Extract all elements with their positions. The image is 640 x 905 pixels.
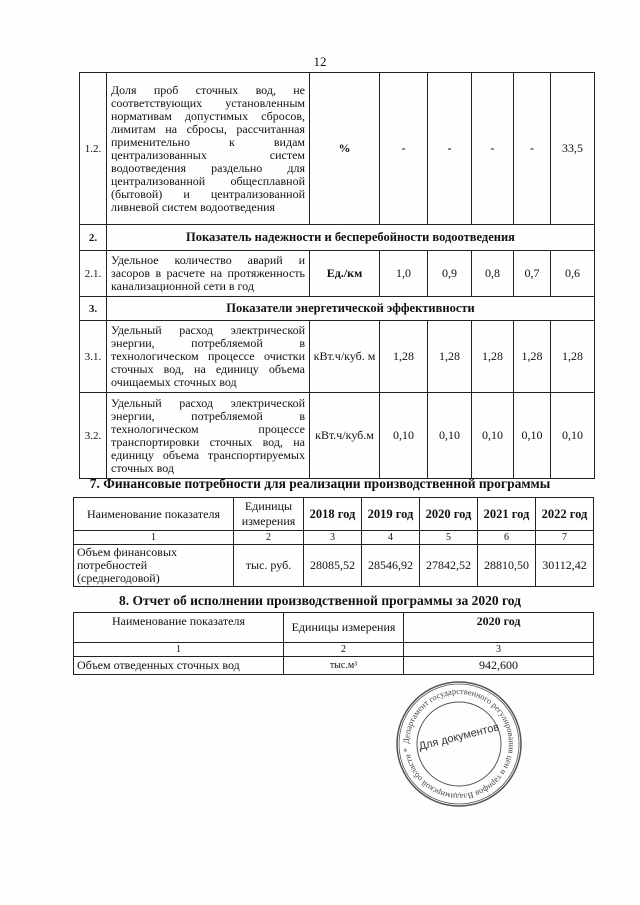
row-number: 3.1. bbox=[80, 321, 107, 393]
column-number: 6 bbox=[478, 531, 536, 545]
stamp-ring-text: Департамент государственного регулирования цен и тарифов Владимирской области * bbox=[401, 686, 517, 802]
value-cell: 0,7 bbox=[514, 251, 551, 297]
row-number: 2. bbox=[80, 225, 107, 251]
unit-cell: кВт.ч/куб. м bbox=[310, 321, 380, 393]
table-row bbox=[80, 251, 595, 297]
column-number: 5 bbox=[420, 531, 478, 545]
unit-cell: тыс.м³ bbox=[284, 657, 404, 675]
column-header: 2020 год bbox=[420, 498, 478, 531]
table-row bbox=[74, 657, 594, 675]
value-cell: 0,9 bbox=[428, 251, 472, 297]
value-cell: 27842,52 bbox=[420, 545, 478, 587]
value-cell: 0,10 bbox=[514, 393, 551, 479]
value-cell: 0,10 bbox=[380, 393, 428, 479]
value-cell: - bbox=[472, 73, 514, 225]
indicator-name: Объем финансовых потребностей (среднегодовой) bbox=[74, 545, 234, 587]
page-number: 12 bbox=[313, 54, 327, 69]
section-title: Показатели энергетической эффективности bbox=[107, 297, 595, 321]
value-cell: 1,0 bbox=[380, 251, 428, 297]
column-header: Наименование показателя bbox=[74, 498, 234, 531]
value-cell: 1,28 bbox=[428, 321, 472, 393]
unit-cell: Ед./км bbox=[310, 251, 380, 297]
table-row bbox=[80, 321, 595, 393]
column-number: 3 bbox=[304, 531, 362, 545]
unit-cell: тыс. руб. bbox=[234, 545, 304, 587]
value-cell: 30112,42 bbox=[536, 545, 594, 587]
value-cell: 0,10 bbox=[428, 393, 472, 479]
value-cell: - bbox=[514, 73, 551, 225]
column-number: 1 bbox=[74, 643, 284, 657]
value-cell: - bbox=[428, 73, 472, 225]
value-cell: 942,600 bbox=[404, 657, 594, 675]
section-title: Показатель надежности и бесперебойности водоотведения bbox=[107, 225, 595, 251]
value-cell: 28546,92 bbox=[362, 545, 420, 587]
value-cell: 1,28 bbox=[472, 321, 514, 393]
column-number: 2 bbox=[284, 643, 404, 657]
section-8-title: 8. Отчет об исполнении производственной программы за 2020 год bbox=[119, 593, 521, 608]
table-row bbox=[80, 393, 595, 479]
value-cell: 28810,50 bbox=[478, 545, 536, 587]
column-number: 7 bbox=[536, 531, 594, 545]
column-header: 2021 год bbox=[478, 498, 536, 531]
value-cell: 0,8 bbox=[472, 251, 514, 297]
indicator-name: Удельное количество аварий и засоров в расчете на протяженность канализационной сети в год bbox=[107, 251, 310, 297]
value-cell: 28085,52 bbox=[304, 545, 362, 587]
column-number: 2 bbox=[234, 531, 304, 545]
column-header: 2019 год bbox=[362, 498, 420, 531]
table-row bbox=[74, 545, 594, 587]
column-number: 4 bbox=[362, 531, 420, 545]
row-number: 1.2. bbox=[80, 73, 107, 225]
value-cell: 1,28 bbox=[551, 321, 595, 393]
header-row bbox=[74, 498, 594, 531]
value-cell: 1,28 bbox=[380, 321, 428, 393]
column-number-row bbox=[74, 531, 594, 545]
value-cell: 1,28 bbox=[514, 321, 551, 393]
section-row bbox=[80, 225, 595, 251]
program-report-table bbox=[73, 612, 594, 675]
value-cell: 0,10 bbox=[472, 393, 514, 479]
section-row bbox=[80, 297, 595, 321]
column-header: 2018 год bbox=[304, 498, 362, 531]
row-number: 3. bbox=[80, 297, 107, 321]
indicator-name: Доля проб сточных вод, не соответствующих установленным нормативам допустимых сбросов, лимитам на сбросы, рассчитанная применительно к видам централизованных систем водоотведения раздельно для централизованной общесплавной (бытовой) и централизованной ливневой систем водоотведения bbox=[107, 73, 310, 225]
column-number-row bbox=[74, 643, 594, 657]
value-cell: 0,6 bbox=[551, 251, 595, 297]
value-cell: 33,5 bbox=[551, 73, 595, 225]
column-header: 2022 год bbox=[536, 498, 594, 531]
financial-needs-table bbox=[73, 497, 594, 587]
table-row bbox=[80, 73, 595, 225]
stamp-center-text: Для документов bbox=[417, 721, 501, 753]
column-number: 3 bbox=[404, 643, 594, 657]
value-cell: 0,10 bbox=[551, 393, 595, 479]
row-number: 3.2. bbox=[80, 393, 107, 479]
indicator-name: Удельный расход электрической энергии, потребляемой в технологическом процессе очистки сточных вод, на единицу объема очищаемых сточных вод bbox=[107, 321, 310, 393]
row-number: 2.1. bbox=[80, 251, 107, 297]
unit-cell: % bbox=[310, 73, 380, 225]
indicators-table bbox=[79, 72, 595, 479]
header-row bbox=[74, 613, 594, 643]
value-cell: - bbox=[380, 73, 428, 225]
indicator-name: Удельный расход электрической энергии, потребляемой в технологическом процессе транспортировки сточных вод, на единицу объема транспортируемых сточных вод bbox=[107, 393, 310, 479]
unit-cell: кВт.ч/куб.м bbox=[310, 393, 380, 479]
column-number: 1 bbox=[74, 531, 234, 545]
column-header: Наименование показателя bbox=[74, 613, 284, 643]
column-header: Единицы измерения bbox=[284, 613, 404, 643]
column-header: Единицы измерения bbox=[234, 498, 304, 531]
column-header: 2020 год bbox=[404, 613, 594, 643]
section-7-title: 7. Финансовые потребности для реализации производственной программы bbox=[89, 476, 551, 491]
indicator-name: Объем отведенных сточных вод bbox=[74, 657, 284, 675]
